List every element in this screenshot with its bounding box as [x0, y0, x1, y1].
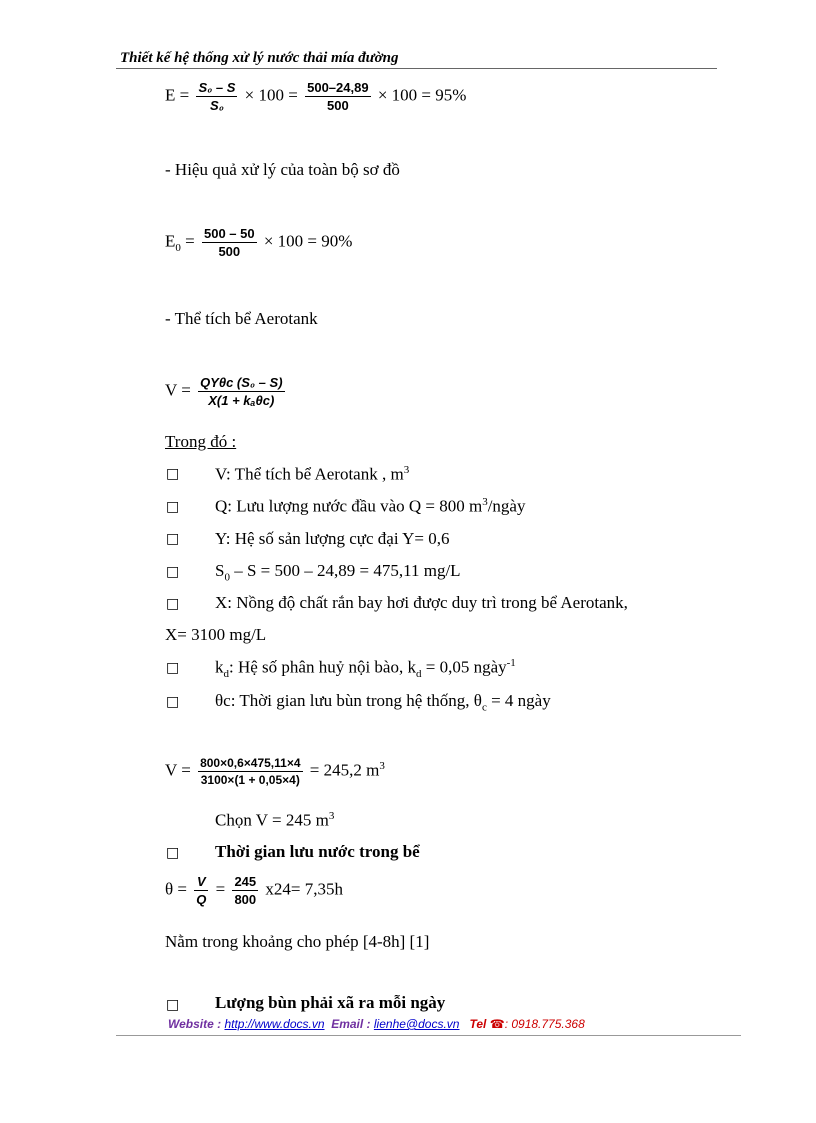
def-kd-sub2: d — [415, 668, 422, 681]
def-kd-sub: d — [223, 668, 229, 681]
eq-e-num-2: 500–24,89 — [307, 80, 369, 95]
def-x: X: Nồng độ chất rắn bay hơi được duy trì trong bể Aerotank, — [215, 593, 628, 612]
def-kd-tail: = 0,05 ngày — [421, 657, 507, 677]
equation-v-formula — [165, 375, 288, 408]
trong-do-label: Trong đó : — [165, 432, 237, 451]
eq-v-lhs: V = — [165, 380, 191, 400]
eq-v-den: X(1 + kₐθᴄ) — [208, 393, 275, 408]
bullet-box-icon: □ — [166, 466, 180, 482]
footer-tel-value: : 0918.775.368 — [504, 1017, 585, 1031]
eq-e0-num: 500 – 50 — [203, 226, 255, 241]
footer-website-link[interactable]: http://www.docs.vn — [224, 1017, 325, 1031]
eq-theta-eq: = — [215, 879, 226, 899]
def-theta — [215, 691, 551, 713]
equation-v-numeric — [165, 756, 385, 787]
def-kd-pre: k — [215, 657, 224, 677]
page-header-title: Thiết kế hệ thống xử lý nước thải mía đường — [120, 50, 399, 66]
section-luong-bun: Lượng bùn phải xã ra mỗi ngày — [215, 993, 446, 1012]
def-q-text: Q: Lưu lượng nước đầu vào Q = 800 m — [215, 496, 483, 516]
def-theta-sub: c — [481, 701, 487, 714]
def-theta-tail: = 4 ngày — [486, 691, 551, 710]
line-the-tich: - Thể tích bể Aerotank — [165, 309, 318, 328]
eq-theta-lhs: θ = — [165, 879, 187, 899]
section-thoi-gian-luu-nuoc: Thời gian lưu nước trong bể — [215, 842, 420, 861]
eq-v2-den: 3100×(1 + 0,05×4) — [200, 773, 300, 787]
chon-v-text: Chọn V = 245 m — [215, 810, 329, 830]
eq-v-num: QYθᴄ (S₀ – S) — [200, 375, 283, 390]
phone-icon: ☎ — [489, 1017, 505, 1031]
footer-tel-label: Tel — [469, 1017, 487, 1031]
eq-theta-fraction-1 — [194, 874, 208, 907]
footer-email-sep: : — [363, 1017, 371, 1031]
eq-e-num-1: S₀ – S — [198, 80, 236, 95]
eq-e-fraction-1 — [196, 80, 237, 113]
def-q-tail: /ngày — [487, 496, 526, 516]
footer-rule — [116, 1035, 741, 1036]
eq-e-fraction-2 — [305, 80, 370, 113]
footer-email-link[interactable]: lienhe@docs.vn — [373, 1017, 460, 1031]
def-kd-mid: : Hệ số phân huỷ nội bào, k — [229, 657, 416, 677]
equation-e0 — [165, 226, 352, 259]
bullet-box-icon: □ — [166, 531, 180, 547]
eq-e0-fraction — [202, 226, 257, 259]
def-kd-sup: -1 — [506, 657, 516, 669]
nam-trong-khoang: Nằm trong khoảng cho phép [4-8h] [1] — [165, 932, 430, 951]
def-q-sup: 3 — [482, 496, 488, 508]
eq-v2-lhs: V = — [165, 760, 191, 780]
line-hieu-qua: - Hiệu quả xử lý của toàn bộ sơ đồ — [165, 160, 400, 179]
def-s — [215, 561, 461, 583]
bullet-box-icon: □ — [166, 499, 180, 515]
def-s-pre: S — [215, 561, 225, 580]
chon-v-sup: 3 — [328, 810, 335, 822]
eq-e0-den: 500 — [218, 244, 241, 259]
eq-e0-rhs: × 100 = 90% — [263, 231, 353, 251]
def-s-tail: – S = 500 – 24,89 = 475,11 mg/L — [229, 561, 461, 580]
eq-e-den-1: S₀ — [210, 98, 224, 113]
eq-e0-lhs: E — [165, 231, 176, 251]
footer-website-label: Website : — [168, 1017, 222, 1031]
eq-e-lhs: E = — [165, 85, 190, 105]
page-footer — [168, 1017, 585, 1031]
equation-theta — [165, 874, 343, 907]
eq-v2-fraction — [198, 756, 302, 787]
def-x-cont: X= 3100 mg/L — [165, 625, 267, 644]
eq-theta-den-2: 800 — [234, 892, 257, 907]
def-v-sup: 3 — [403, 464, 410, 476]
def-kd — [215, 657, 516, 680]
eq-e-rhs: × 100 = 95% — [377, 85, 467, 105]
eq-v-fraction — [198, 375, 284, 408]
eq-v2-num: 800×0,6×475,11×4 — [200, 756, 301, 770]
eq-theta-num-1: V — [194, 874, 208, 891]
def-v-text: V: Thể tích bể Aerotank , m — [215, 464, 404, 484]
chon-v — [215, 810, 334, 831]
def-theta-pre: θc: Thời gian lưu bùn trong hệ thống, θ — [215, 691, 482, 710]
eq-v2-rhs-sup: 3 — [379, 759, 385, 772]
eq-e0-lhs-sub: 0 — [175, 241, 181, 254]
bullet-box-icon: □ — [166, 660, 180, 676]
eq-e-mid: × 100 = — [244, 85, 298, 105]
eq-e0-eq: = — [180, 231, 195, 251]
bullet-box-icon: □ — [166, 845, 180, 861]
bullet-box-icon: □ — [166, 694, 180, 710]
header-rule — [116, 68, 717, 69]
bullet-box-icon: □ — [166, 997, 180, 1013]
bullet-box-icon: □ — [166, 564, 180, 580]
eq-v2-rhs: = 245,2 m — [309, 760, 380, 780]
eq-theta-fraction-2 — [232, 874, 258, 907]
def-y: Y: Hệ số sản lượng cực đại Y= 0,6 — [215, 529, 450, 548]
footer-email-label: Email — [331, 1017, 364, 1031]
eq-theta-num-2: 245 — [234, 874, 257, 889]
def-q — [215, 496, 525, 517]
def-s-sub: 0 — [224, 571, 230, 584]
bullet-box-icon: □ — [166, 596, 180, 612]
def-v — [215, 464, 409, 485]
equation-e — [165, 80, 466, 113]
eq-theta-den-1: Q — [196, 892, 207, 907]
eq-e-den-2: 500 — [326, 98, 349, 113]
eq-theta-rhs: x24= 7,35h — [265, 879, 343, 899]
